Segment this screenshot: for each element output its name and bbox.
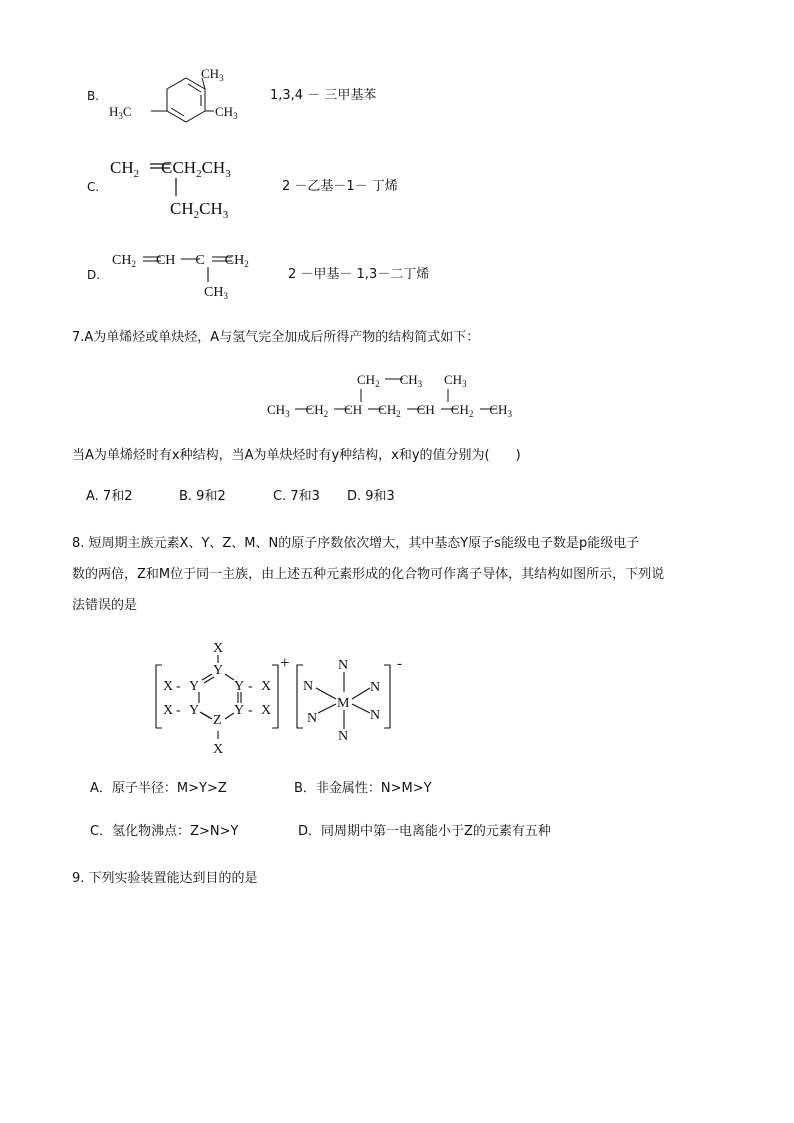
diag-n-ur: N — [370, 680, 381, 695]
diag-y-left2: Y — [189, 703, 200, 718]
diag-dash-l2: - — [176, 703, 181, 718]
q7-stem: 7.A为单烯烃或单炔烃，A与氢气完全加成后所得产物的结构简式如下： — [72, 330, 480, 345]
cation-charge: + — [280, 653, 290, 672]
q7-top-methyl: $CH_3$ — [444, 372, 467, 389]
q8-stem-line3: 法错误的是 — [72, 598, 138, 613]
diag-x-right2: X — [261, 703, 272, 718]
diag-y-top: Y — [213, 663, 224, 678]
b-ch3-right: $CH_3$ — [215, 104, 238, 121]
ionic-conductor-structure — [0, 0, 420, 770]
q7-option-c: C. 7和3 — [273, 489, 320, 504]
diag-dash-r2: - — [248, 703, 253, 718]
diag-n-ll: N — [307, 711, 318, 726]
diag-dash-l1: - — [176, 679, 181, 694]
b-ch3-top: $CH_3$ — [201, 66, 224, 83]
diag-y-right2: Y — [234, 703, 245, 718]
q7-option-d: D. 9和3 — [347, 489, 395, 504]
option-d-letter: D. — [87, 268, 101, 282]
option-c-name: 2 －乙基－1－ 丁烯 — [282, 179, 398, 194]
q8-stem-line1: 8. 短周期主族元素X、Y、Z、M、N的原子序数依次增大，其中基态Y原子s能级电子数是p能级电子 — [72, 536, 640, 551]
option-b-name: 1,3,4 － 三甲基苯 — [270, 88, 377, 103]
anion-charge: - — [397, 656, 402, 672]
q8-option-c: C．氢化物沸点：Z>N>Y — [90, 824, 239, 839]
q7-option-b: B. 9和2 — [179, 489, 226, 504]
diag-n-bottom: N — [338, 729, 349, 744]
diag-n-ul: N — [303, 679, 314, 694]
b-h3c: $H_3C$ — [109, 104, 132, 121]
q8-stem-line2: 数的两倍，Z和M位于同一主族，由上述五种元素形成的化合物可作离子导体，其结构如图所示，下列说 — [72, 567, 665, 582]
c-top-row: $CH_2$ $CCH_2CH_3$ — [110, 158, 231, 180]
diag-m: M — [337, 696, 350, 711]
diag-x-bottom: X — [213, 742, 224, 757]
q7-top-ethyl: $CH_2$ $CH_3$ — [357, 372, 423, 389]
diag-y-right1: Y — [234, 679, 245, 694]
d-top-row: $CH_2$ CH C $CH_2$ — [112, 253, 249, 269]
q8-option-d: D．同周期中第一电离能小于Z的元素有五种 — [298, 824, 551, 839]
q7-main-chain: $CH_3$ $CH_2$ CH $CH_2$ CH $CH_2$ $CH_3$ — [267, 402, 512, 419]
q8-option-b: B．非金属性：N>M>Y — [294, 781, 432, 796]
diag-x-right1: X — [261, 679, 272, 694]
q9-stem: 9. 下列实验装置能达到目的的是 — [72, 871, 258, 886]
diag-y-left1: Y — [189, 679, 200, 694]
c-bottom-row: $CH_2CH_3$ — [170, 199, 229, 221]
option-c-letter: C. — [87, 180, 100, 194]
option-d-name: 2 －甲基－ 1,3－二丁烯 — [288, 267, 430, 282]
diag-x-left2: X — [163, 703, 174, 718]
diag-n-top: N — [338, 658, 349, 673]
d-methyl: $CH_3$ — [204, 285, 228, 301]
q7-question: 当A为单烯烃时有x种结构，当A为单炔烃时有y种结构，x和y的值分别为( ) — [72, 448, 521, 463]
option-b-letter: B. — [87, 89, 100, 103]
diag-dash-r1: - — [248, 679, 253, 694]
diag-x-top: X — [213, 641, 224, 656]
q8-option-a: A．原子半径：M>Y>Z — [90, 781, 227, 796]
q7-option-a: A. 7和2 — [86, 489, 133, 504]
diag-x-left1: X — [163, 679, 174, 694]
diag-n-lr: N — [370, 708, 381, 723]
diag-z: Z — [213, 713, 222, 728]
